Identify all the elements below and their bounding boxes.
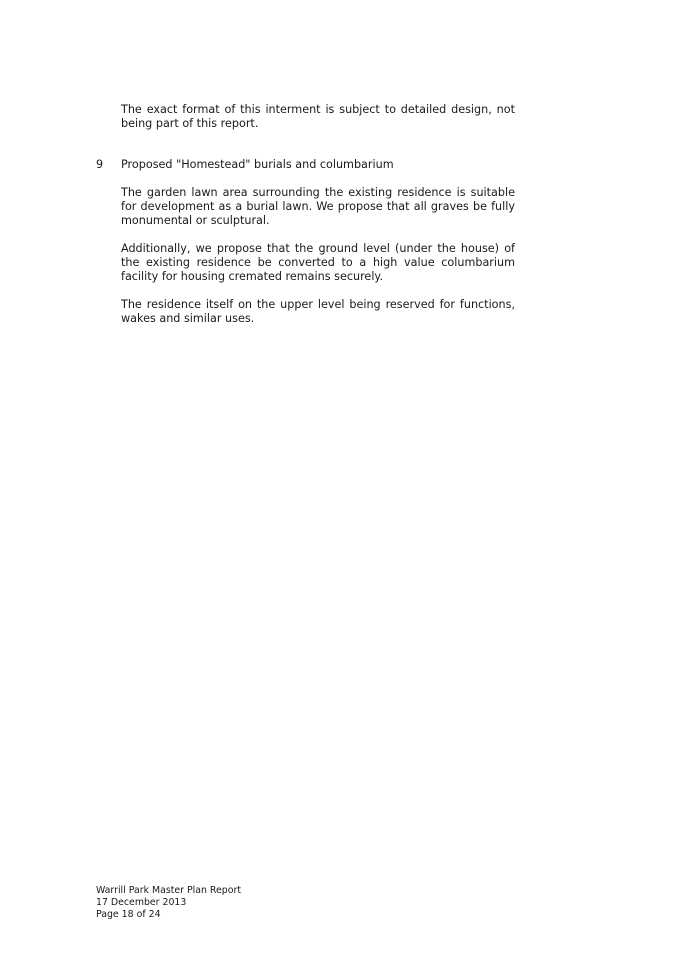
section-heading [96,158,394,172]
section-title: Proposed "Homestead" burials and columbarium [121,158,394,171]
section-paragraph-3: The residence itself on the upper level being reserved for functions, wakes and similar uses. [121,298,515,325]
footer-page-number: Page 18 of 24 [96,909,161,920]
page-footer [96,885,241,921]
footer-report-title: Warrill Park Master Plan Report [96,885,241,896]
section-number: 9 [96,158,104,171]
section-paragraph-2: Additionally, we propose that the ground level (under the house) of the existing residence be converted to a high value columbarium facility for housing cremated remains securely. [121,242,515,283]
intro-paragraph: The exact format of this interment is subject to detailed design, not being part of this report. [121,103,515,130]
footer-date: 17 December 2013 [96,897,187,908]
section-paragraph-1: The garden lawn area surrounding the existing residence is suitable for development as a burial lawn. We propose that all graves be fully monumental or sculptural. [121,186,515,227]
